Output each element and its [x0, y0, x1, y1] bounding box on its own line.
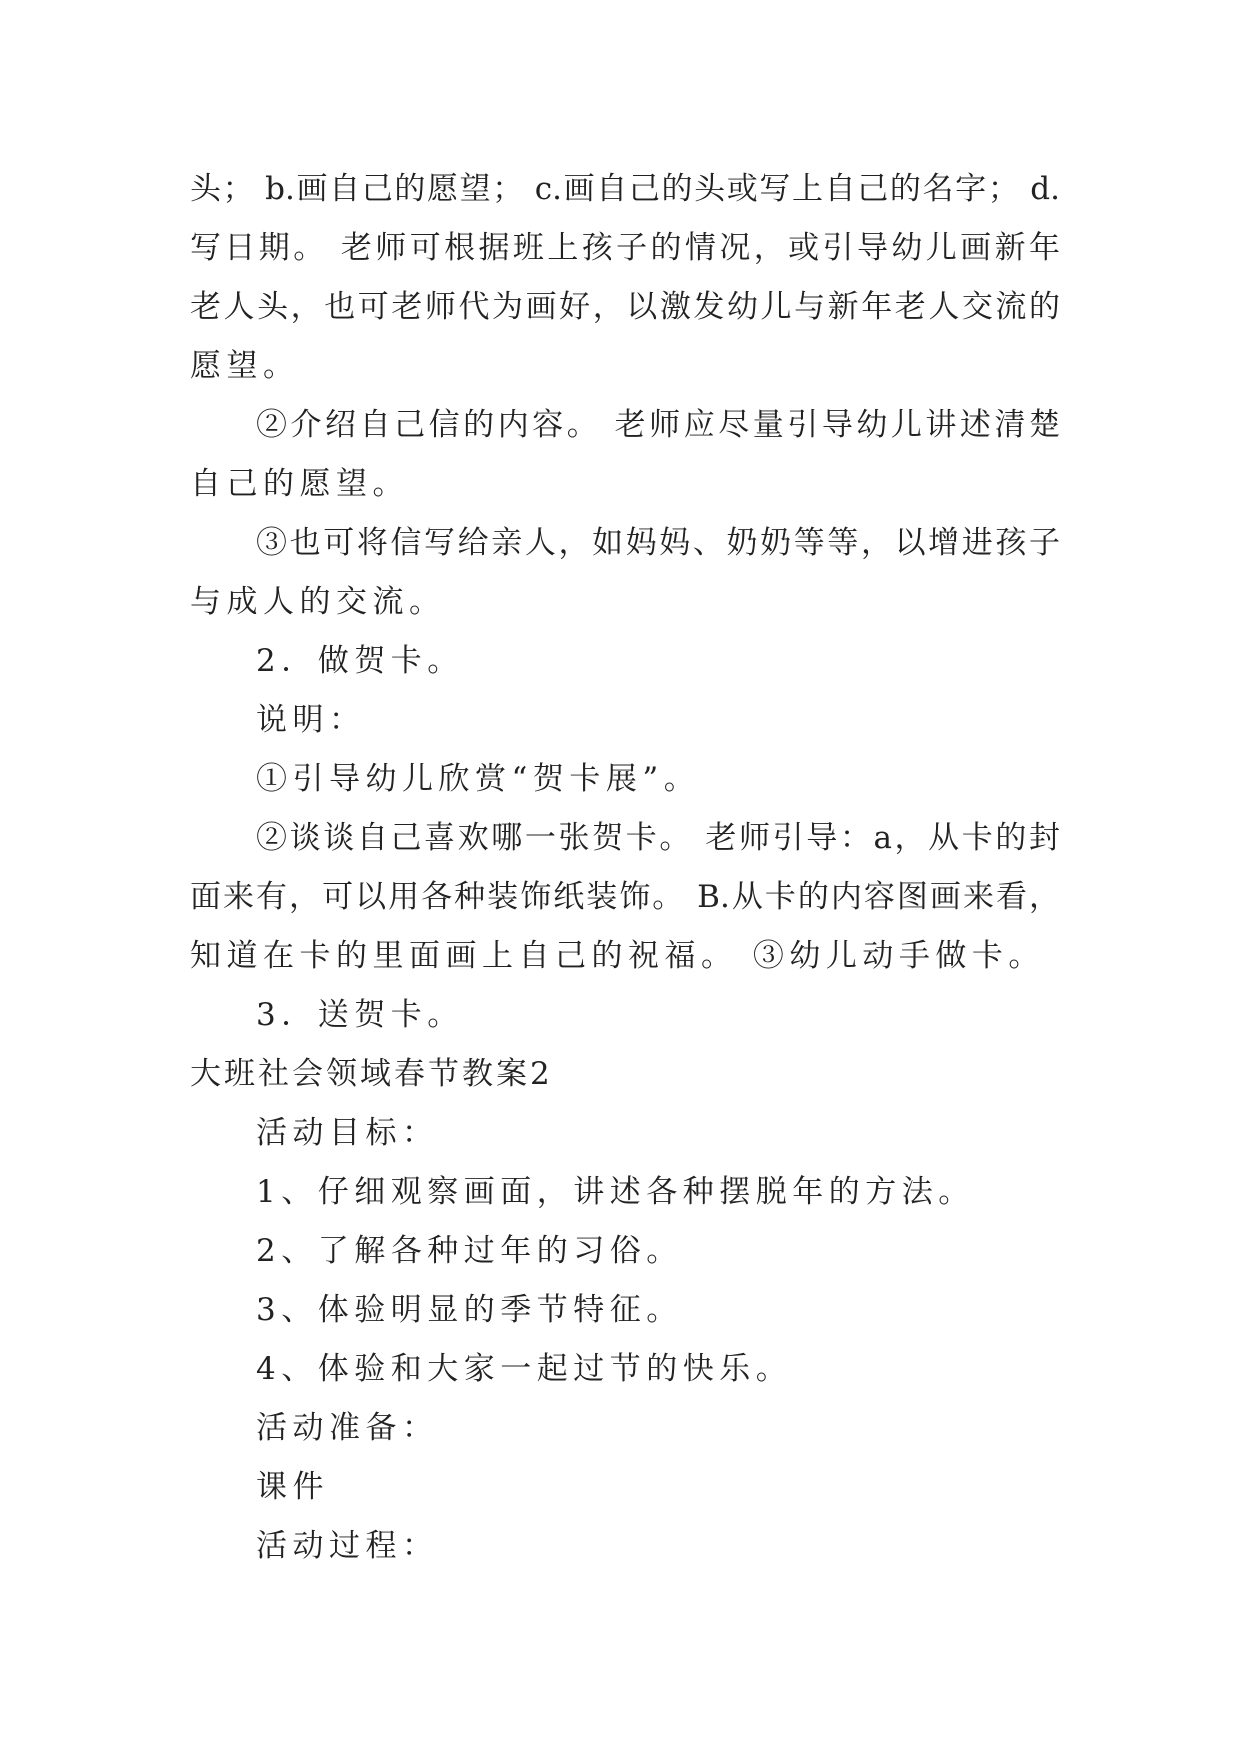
text-line: 2．做贺卡。	[256, 643, 464, 679]
text-line: 面来有，可以用各种装饰纸装饰。 B.从卡的内容图画来看，	[190, 879, 1060, 915]
text-line: 2、了解各种过年的习俗。	[256, 1233, 683, 1269]
text-line: 自己的愿望。	[190, 466, 409, 502]
text-line: 愿望。	[190, 348, 300, 384]
text-line: 活动准备：	[256, 1410, 439, 1446]
section-heading: 大班社会领域春节教案2	[190, 1056, 553, 1092]
text-line: ③也可将信写给亲人，如妈妈、奶奶等等，以增进孩子	[256, 525, 1060, 561]
text-line: 3．送贺卡。	[256, 997, 464, 1033]
text-line: 老人头，也可老师代为画好，以激发幼儿与新年老人交流的	[190, 289, 1060, 325]
document-body	[190, 160, 1060, 1576]
text-line: 说明：	[256, 702, 366, 738]
text-line: 3、体验明显的季节特征。	[256, 1292, 683, 1328]
text-line: 活动过程：	[256, 1528, 439, 1564]
text-line: 1、仔细观察画面，讲述各种摆脱年的方法。	[256, 1174, 975, 1210]
text-line: 4、体验和大家一起过节的快乐。	[256, 1351, 793, 1387]
text-line: 知道在卡的里面画上自己的祝福。 ③幼儿动手做卡。	[190, 938, 1045, 974]
text-line: ②介绍自己信的内容。 老师应尽量引导幼儿讲述清楚	[256, 407, 1060, 443]
text-line: ①引导幼儿欣赏“贺卡展”。	[256, 761, 701, 797]
text-line: 头； b.画自己的愿望； c.画自己的头或写上自己的名字； d.	[190, 171, 1060, 207]
text-line: 写日期。 老师可根据班上孩子的情况，或引导幼儿画新年	[190, 230, 1060, 266]
text-line: 课件	[256, 1469, 329, 1505]
text-line: 与成人的交流。	[190, 584, 446, 620]
text-line: ②谈谈自己喜欢哪一张贺卡。 老师引导：a，从卡的封	[256, 820, 1060, 856]
text-line: 活动目标：	[256, 1115, 439, 1151]
